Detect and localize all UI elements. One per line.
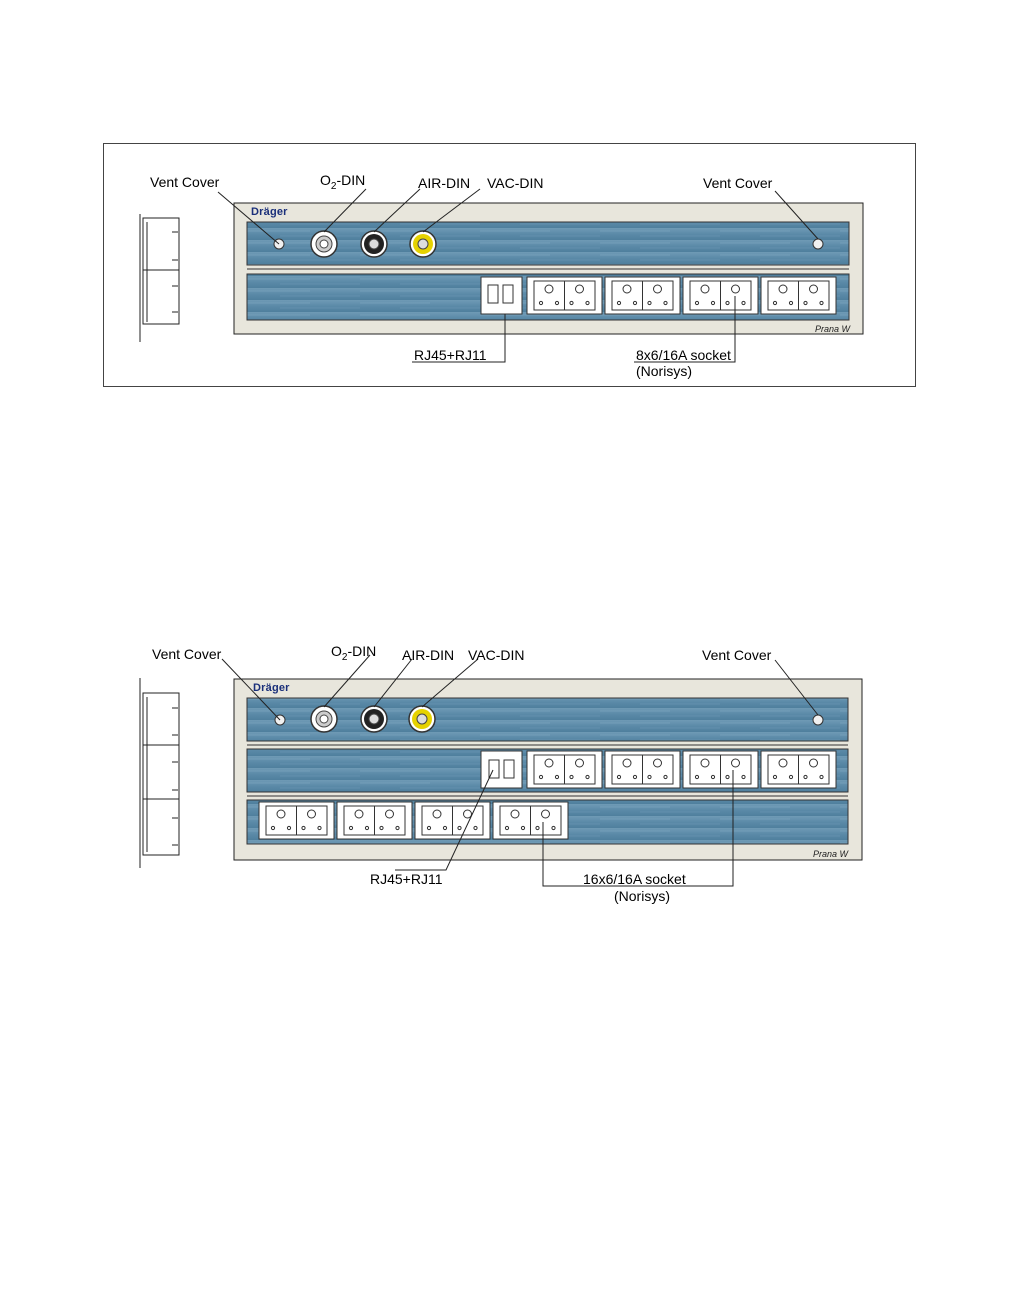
o2-text: O — [331, 643, 342, 659]
air-outlet-icon — [361, 706, 387, 732]
rj45-label: RJ45+RJ11 — [414, 347, 487, 363]
double-socket-icon — [761, 751, 836, 788]
rj45-label: RJ45+RJ11 — [370, 871, 443, 887]
o2-din-label — [320, 172, 365, 195]
double-socket-icon — [493, 802, 568, 839]
double-socket-icon — [259, 802, 334, 839]
vac-outlet-icon — [409, 706, 435, 732]
o2-outlet-icon — [311, 231, 337, 257]
vent-cover-icon — [813, 715, 823, 725]
o2-din-label — [331, 643, 376, 666]
air-din-label: AIR-DIN — [418, 175, 471, 191]
brand-logo: Dräger — [251, 206, 288, 218]
side-view-1 — [140, 214, 179, 342]
double-socket-icon — [527, 277, 602, 314]
o2-suffix: -DIN — [347, 643, 377, 659]
vent-cover-label-left: Vent Cover — [152, 646, 222, 662]
double-socket-icon — [683, 751, 758, 788]
air-outlet-icon — [361, 231, 387, 257]
double-socket-icon — [605, 277, 680, 314]
brand-logo: Dräger — [253, 682, 290, 694]
o2-suffix: -DIN — [336, 172, 366, 188]
vac-din-label: VAC-DIN — [487, 175, 544, 191]
rj45-rj11-jack-icon — [481, 277, 522, 314]
model-label: Prana W — [813, 849, 849, 859]
air-din-label: AIR-DIN — [402, 647, 455, 663]
double-socket-icon — [683, 277, 758, 314]
double-socket-icon — [415, 802, 490, 839]
vent-cover-label-right: Vent Cover — [703, 175, 773, 191]
o2-outlet-icon — [311, 706, 337, 732]
vent-cover-label-right: Vent Cover — [702, 647, 772, 663]
socket-label-line1: 16x6/16A socket — [583, 871, 686, 887]
model-label: Prana W — [815, 324, 851, 334]
double-socket-icon — [605, 751, 680, 788]
socket-label-line2: (Norisys) — [614, 888, 670, 904]
vac-outlet-icon — [410, 231, 436, 257]
o2-subscript: 2 — [330, 180, 337, 192]
double-socket-icon — [337, 802, 412, 839]
o2-text: O — [320, 172, 331, 188]
vac-din-label: VAC-DIN — [468, 647, 525, 663]
side-view-2 — [140, 678, 179, 868]
socket-label-line2: (Norisys) — [636, 363, 692, 379]
double-socket-icon — [761, 277, 836, 314]
vent-cover-label-left: Vent Cover — [150, 174, 220, 190]
double-socket-icon — [527, 751, 602, 788]
socket-label-line1: 8x6/16A socket — [636, 347, 731, 363]
vent-cover-icon — [813, 239, 823, 249]
o2-subscript: 2 — [341, 651, 348, 663]
